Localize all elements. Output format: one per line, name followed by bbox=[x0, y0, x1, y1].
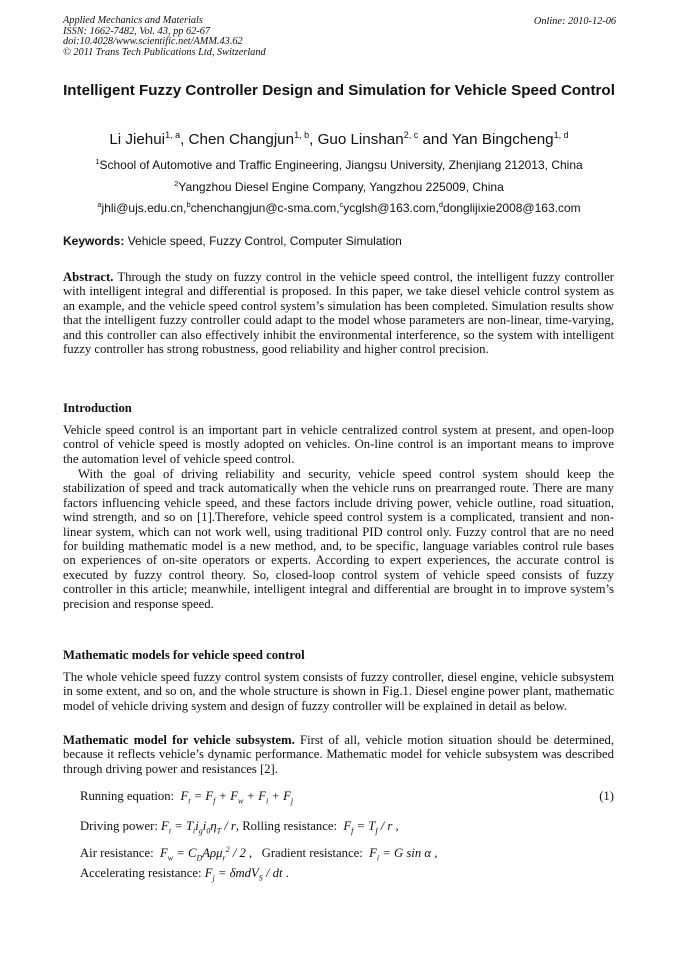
author-name: Chen Changjun bbox=[188, 131, 295, 148]
driving-power-line: Driving power: $F_t = T_ti_gi_0\eta_T / r$, Rolling resistance: $F_f = T_f / r$ , bbox=[80, 819, 399, 836]
affiliation-2: $^2$Yangzhou Diesel Engine Company, Yangzhou 225009, China bbox=[174, 179, 504, 194]
subsection-label: Mathematic model for vehicle subsystem. bbox=[63, 733, 295, 747]
author-sup: 1, d bbox=[553, 130, 569, 140]
abstract-text: Through the study on fuzzy control in the vehicle speed control, the intelligent fuzzy controller with intelligent integral and differential is proposed. In this paper, we take diesel vehicle control system as an example, and the vehicle speed control system’s simulation has been completed. Simulation results show that the intelligent fuzzy controller could adapt to the model whose parameters are non-linear, time-varying, and this controller can also effectively inhibit the environmental interference, so the system with intelligent fuzzy controller has strong robustness, good reliability and higher control precision. bbox=[63, 270, 614, 357]
copyright-line: © 2011 Trans Tech Publications Ltd, Switzerland bbox=[63, 46, 266, 58]
paper-title: Intelligent Fuzzy Controller Design and Simulation for Vehicle Speed Control bbox=[63, 82, 615, 99]
online-date: Online: 2010-12-06 bbox=[533, 16, 616, 27]
author-sup: 1, b bbox=[294, 130, 310, 140]
author-name: Guo Linshan bbox=[317, 131, 404, 148]
air-formula: $F_w = C_DA\rho\mu_r^2 / 2$ bbox=[153, 845, 246, 863]
email: jhli@ujs.edu.cn, bbox=[101, 201, 187, 215]
air-gradient-line: Air resistance: $F_w = C_DA\rho\mu_r^2 / 2$ , Gradient resistance: $F_i = G$ sin α , bbox=[80, 845, 438, 863]
running-equation: Running equation: $F_t = F_f + F_w + F_i + F_j$ bbox=[80, 789, 294, 806]
author-sup: 1, a bbox=[165, 130, 181, 140]
keywords-text: Vehicle speed, Fuzzy Control, Computer Simulation bbox=[127, 234, 402, 248]
intro-paragraph-2: With the goal of driving reliability and security, vehicle speed control system should keep the stabilization of speed and track automatically when the vehicle runs on prearranged route. There are many factors influencing vehicle speed, and these factors include driving power, vehicle outline, road situation, wind strength, and so on [1].Therefore, vehicle speed control system is a complicated, transient and non-linear system, which can not work well, using traditional PID control only. Fuzzy control that are no need for building mathematic model is a new method, and, to be specific, language variables control rule bases on experiences of on-site operators or experts. According to expert experiences, the accurate control is executed by fuzzy control theory. So, closed-loop control system of vehicle speed consists of fuzzy controller in this article; meanwhile, intelligent integral and differential are brought in to improve system’s precision and response speed. bbox=[63, 467, 614, 611]
equation-1: $F_t = F_f + F_w + F_i + F_j$ bbox=[177, 789, 294, 806]
gradient-formula: $F_i = G$ sin α bbox=[362, 846, 432, 863]
keywords-label: Keywords: bbox=[63, 234, 125, 248]
doi-line: doi:10.4028/www.scientific.net/AMM.43.62 bbox=[63, 36, 243, 48]
models-heading: Mathematic models for vehicle speed control bbox=[63, 648, 305, 662]
abstract-label: Abstract. bbox=[63, 270, 114, 284]
author-sup: 2, c bbox=[403, 130, 419, 140]
abstract bbox=[63, 270, 614, 356]
rolling-formula: $F_f = T_f / r$ bbox=[337, 819, 393, 836]
intro-paragraph-1: Vehicle speed control is an important part in vehicle centralized control system at present, and open-loop control of vehicle speed is mostly adopted on vehicles. On-line control is an important means to improve the automation level of vehicle speed control. bbox=[63, 423, 614, 466]
email: chenchangjun@c-sma.com, bbox=[190, 201, 340, 215]
journal-name: Applied Mechanics and Materials bbox=[63, 15, 203, 26]
affiliation-1: $^1$School of Automotive and Traffic Engineering, Jiangsu University, Zhenjiang 212013, China bbox=[95, 157, 583, 172]
author-name: Yan Bingcheng bbox=[451, 131, 554, 148]
author-list: Li Jiehui$^{1, a}$, Chen Changjun$^{1, b}$, Guo Linshan$^{2, c}$ and Yan Bingcheng$^{1, d}$ bbox=[109, 130, 569, 148]
issn-line: ISSN: 1662-7482, Vol. 43, pp 62-67 bbox=[63, 25, 211, 37]
author-name: Li Jiehui bbox=[109, 131, 166, 148]
accelerating-line: Accelerating resistance: $F_j = \delta mdV_S$ / dt . bbox=[80, 866, 289, 883]
models-paragraph-1: The whole vehicle speed fuzzy control system consists of fuzzy controller, diesel engine, vehicle subsystem in some extent, and so on, and the whole structure is shown in Fig.1. Diesel engine power plant, mathematic model of vehicle driving system and design of fuzzy controller will be explained in detail as below. bbox=[63, 670, 614, 713]
introduction-heading: Introduction bbox=[63, 401, 132, 415]
keywords bbox=[63, 234, 402, 248]
models-paragraph-2: Mathematic model for vehicle subsystem. First of all, vehicle motion situation should be determined, because it reflects vehicle’s dynamic performance. Mathematic model for vehicle subsystem was described through driving power and resistances [2]. bbox=[63, 733, 614, 776]
driving-power-formula: $F_t = T_ti_gi_0\eta_T / r$ bbox=[157, 819, 236, 836]
email: donglijixie2008@163.com bbox=[443, 201, 581, 215]
journal-header bbox=[63, 16, 266, 58]
email-line: $^a$jhli@ujs.edu.cn,$^b$chenchangjun@c-sma.com,$^c$ycglsh@163.com,$^d$donglijixie2008@163.com bbox=[97, 200, 581, 215]
accel-formula: $F_j = \delta mdV_S$ / dt bbox=[201, 866, 283, 883]
equation-number: (1) bbox=[599, 789, 614, 803]
email: ycglsh@163.com, bbox=[343, 201, 439, 215]
